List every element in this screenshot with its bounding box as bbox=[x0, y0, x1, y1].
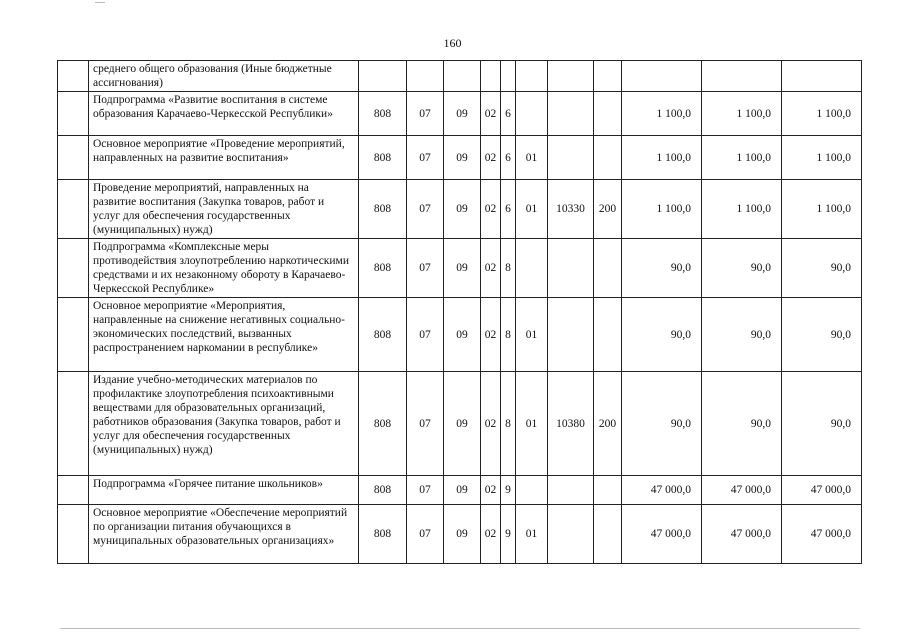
code-activity bbox=[516, 476, 548, 505]
code-program: 02 bbox=[481, 92, 501, 136]
scan-artifact-bottom bbox=[60, 628, 860, 629]
code-direction: 10380 bbox=[548, 372, 594, 476]
code-program: 02 bbox=[481, 505, 501, 564]
amount-year-3: 47 000,0 bbox=[782, 505, 862, 564]
code-expense-type bbox=[594, 136, 622, 180]
code-expense-type: 200 bbox=[594, 180, 622, 239]
row-name: Основное мероприятие «Мероприятия, направленные на снижение негативных социально-экономических последствий, вызванных распространением наркомании в республике» bbox=[89, 298, 359, 372]
code-subsection: 09 bbox=[444, 372, 481, 476]
row-name: Основное мероприятие «Обеспечение мероприятий по организации питания обучающихся в муниципальных образовательных организациях» bbox=[89, 505, 359, 564]
code-direction bbox=[548, 239, 594, 298]
code-section: 07 bbox=[407, 92, 444, 136]
code-expense-type: 200 bbox=[594, 372, 622, 476]
table-row bbox=[58, 372, 862, 476]
code-section: 07 bbox=[407, 476, 444, 505]
code-direction: 10330 bbox=[548, 180, 594, 239]
table-row bbox=[58, 239, 862, 298]
table-row bbox=[58, 92, 862, 136]
amount-year-1: 90,0 bbox=[622, 372, 702, 476]
code-subsection: 09 bbox=[444, 505, 481, 564]
code-subprogram: 8 bbox=[501, 298, 516, 372]
table-row bbox=[58, 136, 862, 180]
code-ministry: 808 bbox=[359, 92, 407, 136]
code-subprogram: 9 bbox=[501, 505, 516, 564]
code-expense-type bbox=[594, 61, 622, 92]
table-row bbox=[58, 180, 862, 239]
row-margin-cell bbox=[58, 372, 89, 476]
code-section: 07 bbox=[407, 239, 444, 298]
amount-year-2: 47 000,0 bbox=[702, 476, 782, 505]
table-row bbox=[58, 505, 862, 564]
code-section: 07 bbox=[407, 372, 444, 476]
code-program: 02 bbox=[481, 180, 501, 239]
code-ministry: 808 bbox=[359, 298, 407, 372]
amount-year-3: 47 000,0 bbox=[782, 476, 862, 505]
code-program: 02 bbox=[481, 136, 501, 180]
code-activity bbox=[516, 239, 548, 298]
code-direction bbox=[548, 61, 594, 92]
code-section: 07 bbox=[407, 505, 444, 564]
code-program: 02 bbox=[481, 372, 501, 476]
scan-artifact-top bbox=[95, 2, 105, 3]
amount-year-2: 90,0 bbox=[702, 372, 782, 476]
code-expense-type bbox=[594, 505, 622, 564]
amount-year-1 bbox=[622, 61, 702, 92]
row-margin-cell bbox=[58, 61, 89, 92]
code-ministry: 808 bbox=[359, 505, 407, 564]
code-program: 02 bbox=[481, 239, 501, 298]
code-subprogram: 6 bbox=[501, 136, 516, 180]
budget-table bbox=[57, 60, 862, 564]
code-activity: 01 bbox=[516, 136, 548, 180]
code-subprogram bbox=[501, 61, 516, 92]
row-name: среднего общего образования (Иные бюджетные ассигнования) bbox=[89, 61, 359, 92]
row-margin-cell bbox=[58, 180, 89, 239]
code-subsection: 09 bbox=[444, 239, 481, 298]
code-activity bbox=[516, 92, 548, 136]
code-activity: 01 bbox=[516, 505, 548, 564]
amount-year-1: 90,0 bbox=[622, 298, 702, 372]
code-expense-type bbox=[594, 476, 622, 505]
row-margin-cell bbox=[58, 136, 89, 180]
code-ministry: 808 bbox=[359, 239, 407, 298]
code-subsection: 09 bbox=[444, 136, 481, 180]
code-ministry bbox=[359, 61, 407, 92]
code-activity: 01 bbox=[516, 298, 548, 372]
amount-year-3 bbox=[782, 61, 862, 92]
row-name: Подпрограмма «Комплексные меры противодействия злоупотреблению наркотическими средствами и их незаконному обороту в Карачаево-Черкесской Республике» bbox=[89, 239, 359, 298]
code-program: 02 bbox=[481, 476, 501, 505]
amount-year-1: 47 000,0 bbox=[622, 476, 702, 505]
code-ministry: 808 bbox=[359, 372, 407, 476]
code-ministry: 808 bbox=[359, 180, 407, 239]
code-program: 02 bbox=[481, 298, 501, 372]
amount-year-3: 1 100,0 bbox=[782, 92, 862, 136]
page-number: 160 bbox=[443, 36, 462, 50]
table-row bbox=[58, 298, 862, 372]
amount-year-3: 90,0 bbox=[782, 298, 862, 372]
amount-year-3: 90,0 bbox=[782, 372, 862, 476]
code-expense-type bbox=[594, 239, 622, 298]
code-subprogram: 6 bbox=[501, 180, 516, 239]
row-margin-cell bbox=[58, 476, 89, 505]
code-activity bbox=[516, 61, 548, 92]
amount-year-3: 1 100,0 bbox=[782, 136, 862, 180]
amount-year-1: 1 100,0 bbox=[622, 180, 702, 239]
row-margin-cell bbox=[58, 298, 89, 372]
amount-year-2: 1 100,0 bbox=[702, 136, 782, 180]
table-row bbox=[58, 61, 862, 92]
code-direction bbox=[548, 476, 594, 505]
amount-year-2: 90,0 bbox=[702, 239, 782, 298]
row-name: Издание учебно-методических материалов по профилактике злоупотребления психоактивными веществами для образовательных организаций, работников образования (Закупка товаров, работ и услуг для обеспечения государственных (муниципальных) нужд) bbox=[89, 372, 359, 476]
row-margin-cell bbox=[58, 505, 89, 564]
row-name: Подпрограмма «Горячее питание школьников» bbox=[89, 476, 359, 505]
row-name: Проведение мероприятий, направленных на развитие воспитания (Закупка товаров, работ и услуг для обеспечения государственных (муниципальных) нужд) bbox=[89, 180, 359, 239]
amount-year-1: 1 100,0 bbox=[622, 136, 702, 180]
code-activity: 01 bbox=[516, 372, 548, 476]
code-section: 07 bbox=[407, 298, 444, 372]
amount-year-2: 1 100,0 bbox=[702, 92, 782, 136]
amount-year-2: 47 000,0 bbox=[702, 505, 782, 564]
code-activity: 01 bbox=[516, 180, 548, 239]
code-section: 07 bbox=[407, 136, 444, 180]
code-subsection: 09 bbox=[444, 298, 481, 372]
code-expense-type bbox=[594, 298, 622, 372]
code-subprogram: 8 bbox=[501, 372, 516, 476]
code-subprogram: 9 bbox=[501, 476, 516, 505]
code-direction bbox=[548, 92, 594, 136]
code-expense-type bbox=[594, 92, 622, 136]
amount-year-1: 90,0 bbox=[622, 239, 702, 298]
code-direction bbox=[548, 298, 594, 372]
code-section: 07 bbox=[407, 180, 444, 239]
amount-year-2: 1 100,0 bbox=[702, 180, 782, 239]
amount-year-2: 90,0 bbox=[702, 298, 782, 372]
code-subsection: 09 bbox=[444, 92, 481, 136]
table-row bbox=[58, 476, 862, 505]
code-subprogram: 8 bbox=[501, 239, 516, 298]
code-direction bbox=[548, 136, 594, 180]
amount-year-3: 90,0 bbox=[782, 239, 862, 298]
code-subsection: 09 bbox=[444, 180, 481, 239]
code-program bbox=[481, 61, 501, 92]
amount-year-2 bbox=[702, 61, 782, 92]
row-margin-cell bbox=[58, 239, 89, 298]
row-margin-cell bbox=[58, 92, 89, 136]
row-name: Основное мероприятие «Проведение мероприятий, направленных на развитие воспитания» bbox=[89, 136, 359, 180]
code-direction bbox=[548, 505, 594, 564]
code-subsection bbox=[444, 61, 481, 92]
code-ministry: 808 bbox=[359, 476, 407, 505]
code-ministry: 808 bbox=[359, 136, 407, 180]
row-name: Подпрограмма «Развитие воспитания в системе образования Карачаево-Черкесской Республики» bbox=[89, 92, 359, 136]
amount-year-1: 47 000,0 bbox=[622, 505, 702, 564]
amount-year-1: 1 100,0 bbox=[622, 92, 702, 136]
code-subsection: 09 bbox=[444, 476, 481, 505]
code-section bbox=[407, 61, 444, 92]
code-subprogram: 6 bbox=[501, 92, 516, 136]
amount-year-3: 1 100,0 bbox=[782, 180, 862, 239]
